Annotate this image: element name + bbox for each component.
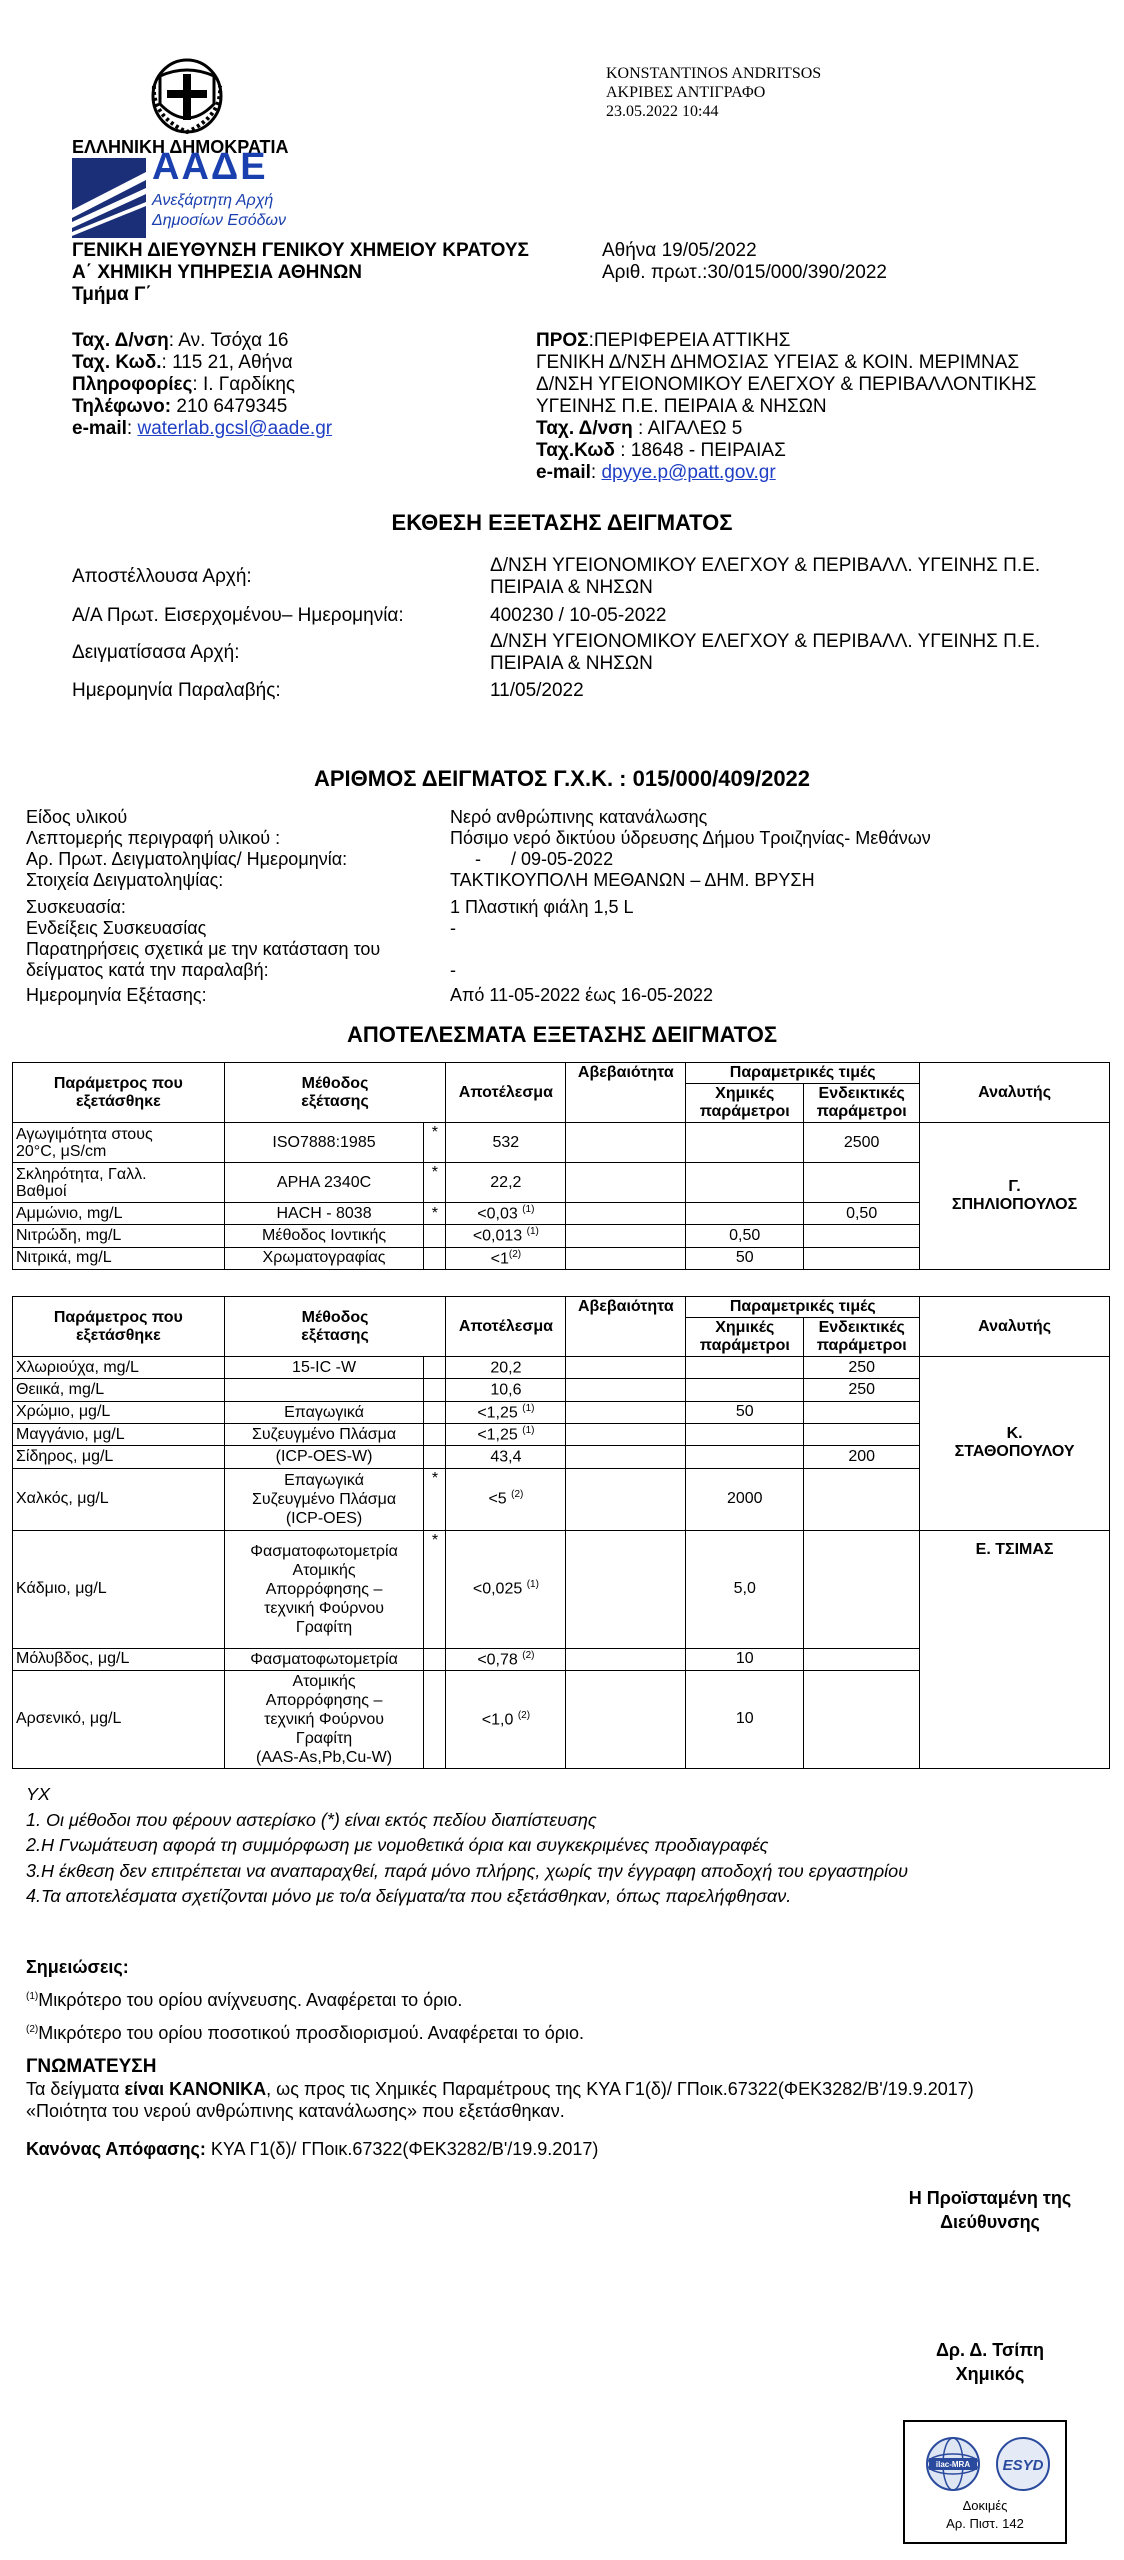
star-cell <box>424 1648 446 1670</box>
method-cell: APHA 2340C <box>224 1163 424 1203</box>
sample-value-7: - <box>450 960 456 980</box>
chem-cell: 50 <box>686 1401 804 1423</box>
method-cell <box>224 1423 424 1445</box>
ind-cell: 250 <box>804 1357 920 1379</box>
copy-stamp-name: KONSTANTINOS ANDRITSOS <box>606 65 822 82</box>
accreditation-line-2: Αρ. Πιστ. 142 <box>946 2516 1024 2531</box>
star-cell <box>424 1446 446 1468</box>
param-cell: Σκληρότητα, Γαλλ. Βαθμοί <box>13 1163 225 1203</box>
recipient-line-2: ΓΕΝΙΚΗ Δ/ΝΣΗ ΔΗΜΟΣΙΑΣ ΥΓΕΙΑΣ & ΚΟΙΝ. ΜΕΡΙΜΝΑΣ <box>536 352 1020 373</box>
copy-stamp-datetime: 23.05.2022 10:44 <box>606 103 719 120</box>
th-param: Παράμετρος που εξετάσθηκε <box>13 1297 225 1357</box>
aade-logo-sub2: Δημοσίων Εσόδων <box>152 212 286 229</box>
uncertainty-cell <box>566 1379 686 1401</box>
star-cell: * <box>424 1468 446 1530</box>
sample-value-1: Πόσιμο νερό δικτύου ύδρευσης Δήμου Τροιζηνίας- Μεθάνων <box>450 828 931 848</box>
footnotes <box>26 1782 908 1910</box>
report-info-value-2a: Δ/ΝΣΗ ΥΓΕΙΟΝΟΜΙΚΟΥ ΕΛΕΓΧΟΥ & ΠΕΡΙΒΑΛΛ. ΥΓΕΙΝΗΣ Π.Ε. <box>490 631 1041 652</box>
method-line: Ατομικής <box>292 1672 356 1690</box>
uncertainty-cell <box>566 1163 686 1203</box>
chem-cell <box>686 1379 804 1401</box>
sample-value-5: - <box>450 918 456 938</box>
aade-logo-sub1: Ανεξάρτητη Αρχή <box>152 192 274 209</box>
sample-label-7: δείγματος κατά την παραλαβή: <box>26 960 269 980</box>
method-cell: HACH - 8038 <box>224 1203 424 1225</box>
report-info-value-2b: ΠΕΙΡΑΙΑ & ΝΗΣΩΝ <box>490 653 653 674</box>
param-cell: Θειικά, mg/L <box>13 1379 225 1401</box>
result-cell: 10,6 <box>446 1379 566 1401</box>
star-cell <box>424 1357 446 1379</box>
result-cell: 532 <box>446 1123 566 1163</box>
report-info-label-2: Δειγματίσασα Αρχή: <box>72 642 240 663</box>
th-method: Μέθοδος εξέτασης <box>224 1063 446 1123</box>
method-line: (ICP-OES) <box>285 1509 363 1527</box>
note-2: $^{(2)}$Μικρότερο του ορίου ποσοτικού προσδιορισμού. Αναφέρεται το όριο. <box>26 2023 585 2043</box>
opinion <box>26 2056 974 2160</box>
param-cell: Αμμώνιο, mg/L <box>13 1203 225 1225</box>
sample-value-3: ΤΑΚΤΙΚΟΥΠΟΛΗ ΜΕΘΑΝΩΝ – ΔΗΜ. ΒΡΥΣΗ <box>450 870 815 890</box>
chem-cell: 2000 <box>686 1468 804 1530</box>
star-cell <box>424 1247 446 1269</box>
sample-label-5: Ενδείξεις Συσκευασίας <box>26 918 207 938</box>
recipient-block <box>536 330 1037 484</box>
th-chem: Χημικές παράμετροι <box>686 1318 804 1357</box>
svg-text:ESYD: ESYD <box>1002 2457 1044 2474</box>
sender-address: Ταχ. Δ/νση: Αν. Τσόχα 16 <box>72 330 289 351</box>
recipient-line-4: ΥΓΕΙΝΗΣ Π.Ε. ΠΕΙΡΑΙΑ & ΝΗΣΩΝ <box>536 396 827 417</box>
param-cell: Χρώμιο, μg/L <box>13 1401 225 1423</box>
decision-rule: Κανόνας Απόφασης: ΚΥΑ Γ1(δ)/ ΓΠοικ.67322(ΦΕΚ3282/Β'/19.9.2017) <box>26 2139 599 2159</box>
chem-cell: 0,50 <box>686 1225 804 1247</box>
method-cell <box>224 1379 424 1401</box>
esyd-logo-icon <box>995 2436 1051 2492</box>
recipient-address: Ταχ. Δ/νση : ΑΙΓΑΛΕΩ 5 <box>536 418 743 439</box>
sample-title: ΑΡΙΘΜΟΣ ΔΕΙΓΜΑΤΟΣ Γ.Χ.Κ. : 015/000/409/2022 <box>313 766 811 791</box>
ind-cell: 0,50 <box>804 1203 920 1225</box>
result-cell: 22,2 <box>446 1163 566 1203</box>
opinion-title: ΓΝΩΜΑΤΕΥΣΗ <box>26 2056 157 2077</box>
table1-header-row-1 <box>13 1063 1110 1084</box>
th-chem: Χημικές παράμετροι <box>686 1084 804 1123</box>
sample-value-2: - / 09-05-2022 <box>450 849 614 869</box>
star-cell <box>424 1225 446 1247</box>
chem-cell <box>686 1123 804 1163</box>
method-cell <box>224 1530 424 1648</box>
method-line: τεχνική Φούρνου <box>264 1710 384 1728</box>
sample-value-0: Νερό ανθρώπινης κατανάλωσης <box>450 807 708 827</box>
th-param: Παράμετρος που εξετάσθηκε <box>13 1063 225 1123</box>
copy-stamp <box>606 64 821 121</box>
report-info-value-0b: ΠΕΙΡΑΙΑ & ΝΗΣΩΝ <box>490 577 653 598</box>
note-1: $^{(1)}$Μικρότερο του ορίου ανίχνευσης. Αναφέρεται το όριο. <box>26 1990 463 2010</box>
method-line: Φασματοφωτομετρία <box>250 1650 398 1668</box>
republic-label: ΕΛΛΗΝΙΚΗ ΔΗΜΟΚΡΑΤΙΑ <box>72 137 289 157</box>
method-line: Απορρόφησης – <box>265 1580 383 1598</box>
result-cell: <0,013 $^{(1)}$ <box>446 1225 566 1247</box>
ind-cell <box>804 1423 920 1445</box>
footnote-4: 4.Τα αποτελέσματα σχετίζονται μόνο με το/α δείγματα/τα που εξετάσθηκαν, όπως παρελήφθησαν. <box>26 1886 792 1906</box>
uncertainty-cell <box>566 1247 686 1269</box>
sample-value-4: 1 Πλαστική φιάλη 1,5 L <box>450 897 634 917</box>
method-cell <box>224 1468 424 1530</box>
method-line: Συζευγμένο Πλάσμα <box>251 1426 397 1444</box>
recipient-line-3: Δ/ΝΣΗ ΥΓΕΙΟΝΟΜΙΚΟΥ ΕΛΕΓΧΟΥ & ΠΕΡΙΒΑΛΛΟΝΤΙΚΗΣ <box>536 374 1037 395</box>
notes-title: Σημειώσεις: <box>26 1957 129 1977</box>
aade-logo-icon <box>72 158 146 238</box>
ind-cell <box>804 1670 920 1768</box>
sample-label-3: Στοιχεία Δειγματοληψίας: <box>26 870 224 890</box>
result-cell: <1,25 $^{(1)}$ <box>446 1401 566 1423</box>
table-row <box>13 1530 1110 1648</box>
sample-label-4: Συσκευασία: <box>26 897 126 917</box>
signature-title: Χημικός <box>955 2364 1025 2384</box>
sample-label-1: Λεπτομερής περιγραφή υλικού : <box>26 828 281 848</box>
chem-cell <box>686 1357 804 1379</box>
uncertainty-cell <box>566 1357 686 1379</box>
result-cell: <5 $^{(2)}$ <box>446 1468 566 1530</box>
th-analyst: Αναλυτής <box>920 1063 1110 1123</box>
ind-cell <box>804 1648 920 1670</box>
protocol-number: Αριθ. πρωτ.:30/015/000/390/2022 <box>602 262 887 283</box>
method-cell <box>224 1648 424 1670</box>
param-cell: Μαγγάνιο, μg/L <box>13 1423 225 1445</box>
star-cell: * <box>424 1123 446 1163</box>
star-cell <box>424 1423 446 1445</box>
ind-cell <box>804 1530 920 1648</box>
chem-cell: 10 <box>686 1648 804 1670</box>
recipient-email: e-mail: dpyye.p@patt.gov.gr <box>536 462 776 483</box>
chem-cell <box>686 1423 804 1445</box>
dept-line-3: Τμήμα Γ΄ <box>72 284 152 305</box>
uncertainty-cell <box>566 1648 686 1670</box>
greek-emblem-icon <box>150 56 224 134</box>
result-cell: <0,025 $^{(1)}$ <box>446 1530 566 1648</box>
analyst-cell-1: Γ. ΣΠΗΛΙΟΠΟΥΛΟΣ <box>920 1123 1110 1270</box>
param-cell: Αγωγιμότητα στους 20°C, μS/cm <box>13 1123 225 1163</box>
document-date: Αθήνα 19/05/2022 <box>602 240 757 261</box>
recipient-email-link[interactable]: dpyye.p@patt.gov.gr <box>601 462 776 483</box>
analyst-cell-e: Ε. ΤΣΙΜΑΣ <box>920 1530 1110 1768</box>
sample-label-2: Αρ. Πρωτ. Δειγματοληψίας/ Ημερομηνία: <box>26 849 348 869</box>
result-cell: <0,03 $^{(1)}$ <box>446 1203 566 1225</box>
footnote-yx: ΥΧ <box>26 1784 51 1804</box>
recipient-postcode: Ταχ.Κωδ : 18648 - ΠΕΙΡΑΙΑΣ <box>536 440 786 461</box>
star-cell: * <box>424 1203 446 1225</box>
table-row <box>13 1357 1110 1379</box>
method-line: (AAS-As,Pb,Cu-W) <box>256 1748 393 1766</box>
svg-text:ilac-MRA: ilac-MRA <box>935 2460 971 2469</box>
th-ind: Ενδεικτικές παράμετροι <box>804 1318 920 1357</box>
method-line: Συζευγμένο Πλάσμα <box>251 1490 397 1508</box>
th-param-values: Παραμετρικές τιμές <box>686 1063 920 1084</box>
method-line: τεχνική Φούρνου <box>264 1599 384 1617</box>
method-line: Επαγωγικά <box>284 1403 364 1421</box>
ind-cell <box>804 1468 920 1530</box>
report-info-value-3: 11/05/2022 <box>490 680 584 701</box>
sample-label-0: Είδος υλικού <box>26 807 128 827</box>
chem-cell <box>686 1203 804 1225</box>
method-line: Γραφίτη <box>295 1618 353 1636</box>
result-cell: <1,25 $^{(1)}$ <box>446 1423 566 1445</box>
param-cell: Αρσενικό, μg/L <box>13 1670 225 1768</box>
method-line: Φασματοφωτομετρία <box>250 1542 398 1560</box>
sample-label-8: Ημερομηνία Εξέτασης: <box>26 985 207 1005</box>
accreditation-box <box>903 2420 1067 2544</box>
results-table-1 <box>12 1062 1110 1270</box>
uncertainty-cell <box>566 1446 686 1468</box>
aade-logo-text: ΑΑΔΕ <box>152 146 268 188</box>
chem-cell <box>686 1163 804 1203</box>
sender-email: e-mail: waterlab.gcsl@aade.gr <box>72 418 333 439</box>
signature-name: Δρ. Δ. Τσίπη <box>935 2340 1045 2360</box>
chem-cell <box>686 1446 804 1468</box>
footnote-3: 3.Η έκθεση δεν επιτρέπεται να αναπαραχθεί, παρά μόνο πλήρης, χωρίς την έγγραφη αποδοχή του εργαστηρίου <box>26 1860 909 1881</box>
report-info-label-3: Ημερομηνία Παραλαβής: <box>72 680 281 701</box>
result-cell: <0,78 $^{(2)}$ <box>446 1648 566 1670</box>
uncertainty-cell <box>566 1423 686 1445</box>
dept-line-1: ΓΕΝΙΚΗ ΔΙΕΥΘΥΝΣΗ ΓΕΝΙΚΟΥ ΧΗΜΕΙΟΥ ΚΡΑΤΟΥΣ <box>72 240 529 261</box>
uncertainty-cell <box>566 1225 686 1247</box>
report-info-value-0a: Δ/ΝΣΗ ΥΓΕΙΟΝΟΜΙΚΟΥ ΕΛΕΓΧΟΥ & ΠΕΡΙΒΑΛΛ. ΥΓΕΙΝΗΣ Π.Ε. <box>490 555 1041 576</box>
method-cell <box>224 1401 424 1423</box>
ind-cell <box>804 1401 920 1423</box>
sender-phone: Τηλέφωνο: 210 6479345 <box>72 396 288 417</box>
sample-value-8: Από 11-05-2022 έως 16-05-2022 <box>450 985 714 1005</box>
star-cell <box>424 1401 446 1423</box>
dept-line-2: Α΄ ΧΗΜΙΚΗ ΥΠΗΡΕΣΙΑ ΑΘΗΝΩΝ <box>72 262 363 283</box>
ind-cell <box>804 1163 920 1203</box>
opinion-paragraph-2: «Ποιότητα του νερού ανθρώπινης κατανάλωσης» που εξετάσθηκαν. <box>26 2101 565 2121</box>
method-line: Ατομικής <box>292 1561 356 1579</box>
uncertainty-cell <box>566 1530 686 1648</box>
th-result: Αποτέλεσμα <box>446 1297 566 1357</box>
th-uncertainty: Αβεβαιότητα <box>566 1297 686 1357</box>
ilac-mra-icon <box>925 2436 981 2492</box>
sender-info: Πληροφορίες: Ι. Γαρδίκης <box>72 374 296 395</box>
ind-cell <box>804 1225 920 1247</box>
method-line: 15-IC -W <box>292 1359 357 1377</box>
param-cell: Νιτρώδη, mg/L <box>13 1225 225 1247</box>
footnote-1: 1. Οι μέθοδοι που φέρουν αστερίσκο (*) είναι εκτός πεδίου διαπίστευσης <box>26 1809 597 1830</box>
sender-email-link[interactable]: waterlab.gcsl@aade.gr <box>137 418 333 439</box>
ind-cell <box>804 1247 920 1269</box>
report-title: ΕΚΘΕΣΗ ΕΞΕΤΑΣΗΣ ΔΕΙΓΜΑΤΟΣ <box>391 510 733 535</box>
footnote-2: 2.Η Γνωμάτευση αφορά τη συμμόρφωση με νομοθετικά όρια και συγκεκριμένες προδιαγραφές <box>26 1835 769 1855</box>
table-row <box>13 1123 1110 1163</box>
method-cell <box>224 1357 424 1379</box>
analyst-cell-k: Κ. ΣΤΑΘΟΠΟΥΛΟΥ <box>920 1357 1110 1531</box>
method-cell <box>224 1670 424 1768</box>
signature-role-1: Η Προϊσταμένη της <box>908 2188 1072 2208</box>
signature-name-block <box>890 2338 1090 2386</box>
method-line: Επαγωγικά <box>284 1471 364 1489</box>
chem-cell: 10 <box>686 1670 804 1768</box>
result-cell: 43,4 <box>446 1446 566 1468</box>
notes <box>26 1956 584 2044</box>
ind-cell: 250 <box>804 1379 920 1401</box>
star-cell <box>424 1670 446 1768</box>
uncertainty-cell <box>566 1203 686 1225</box>
sender-block <box>72 330 332 440</box>
uncertainty-cell <box>566 1123 686 1163</box>
th-param-values: Παραμετρικές τιμές <box>686 1297 920 1318</box>
signature-role-2: Διεύθυνσης <box>940 2212 1040 2232</box>
th-analyst: Αναλυτής <box>920 1297 1110 1357</box>
th-uncertainty: Αβεβαιότητα <box>566 1063 686 1123</box>
method-cell <box>224 1446 424 1468</box>
result-cell: <1,0 $^{(2)}$ <box>446 1670 566 1768</box>
result-cell: $<1^{(2)}$ <box>446 1247 566 1269</box>
th-ind: Ενδεικτικές παράμετροι <box>804 1084 920 1123</box>
chem-cell: 50 <box>686 1247 804 1269</box>
method-cell: Χρωματογραφίας <box>224 1247 424 1269</box>
uncertainty-cell <box>566 1468 686 1530</box>
method-cell: Μέθοδος Ιοντικής <box>224 1225 424 1247</box>
table2-header-row-1 <box>13 1297 1110 1318</box>
report-info-label-0: Αποστέλλουσα Αρχή: <box>72 566 252 587</box>
method-line: Απορρόφησης – <box>265 1691 383 1709</box>
report-info-value-1: 400230 / 10-05-2022 <box>490 605 667 626</box>
chem-cell: 5,0 <box>686 1530 804 1648</box>
ind-cell: 200 <box>804 1446 920 1468</box>
report-info-label-1: Α/Α Πρωτ. Εισερχομένου– Ημερομηνία: <box>72 605 404 626</box>
param-cell: Χλωριούχα, mg/L <box>13 1357 225 1379</box>
param-cell: Κάδμιο, μg/L <box>13 1530 225 1648</box>
param-cell: Νιτρικά, mg/L <box>13 1247 225 1269</box>
results-table-2 <box>12 1296 1110 1769</box>
accreditation-line-1: Δοκιμές <box>962 2498 1008 2513</box>
opinion-paragraph-1: Τα δείγματα είναι ΚΑΝΟΝΙΚΑ, ως προς τις Χημικές Παραμέτρους της ΚΥΑ Γ1(δ)/ ΓΠοικ.67322(ΦΕΚ3282/Β'/19.9.2017) <box>26 2079 974 2099</box>
result-cell: 20,2 <box>446 1357 566 1379</box>
star-cell: * <box>424 1530 446 1648</box>
results-title: ΑΠΟΤΕΛΕΣΜΑΤΑ ΕΞΕΤΑΣΗΣ ΔΕΙΓΜΑΤΟΣ <box>346 1022 778 1047</box>
th-method: Μέθοδος εξέτασης <box>224 1297 446 1357</box>
copy-stamp-label: ΑΚΡΙΒΕΣ ΑΝΤΙΓΡΑΦΟ <box>606 84 766 101</box>
ind-cell: 2500 <box>804 1123 920 1163</box>
recipient-line-1: ΠΡΟΣ:ΠΕΡΙΦΕΡΕΙΑ ΑΤΤΙΚΗΣ <box>536 330 791 351</box>
star-cell <box>424 1379 446 1401</box>
param-cell: Μόλυβδος, μg/L <box>13 1648 225 1670</box>
param-cell: Σίδηρος, μg/L <box>13 1446 225 1468</box>
uncertainty-cell <box>566 1401 686 1423</box>
star-cell: * <box>424 1163 446 1203</box>
method-line: (ICP-OES-W) <box>275 1448 373 1466</box>
param-cell: Χαλκός, μg/L <box>13 1468 225 1530</box>
uncertainty-cell <box>566 1670 686 1768</box>
method-line: Γραφίτη <box>295 1729 353 1747</box>
sample-label-6: Παρατηρήσεις σχετικά με την κατάσταση του <box>26 939 381 959</box>
signature-role <box>890 2186 1090 2234</box>
sender-postcode: Ταχ. Κωδ.: 115 21, Αθήνα <box>72 352 293 373</box>
method-cell: ISO7888:1985 <box>224 1123 424 1163</box>
th-result: Αποτέλεσμα <box>446 1063 566 1123</box>
